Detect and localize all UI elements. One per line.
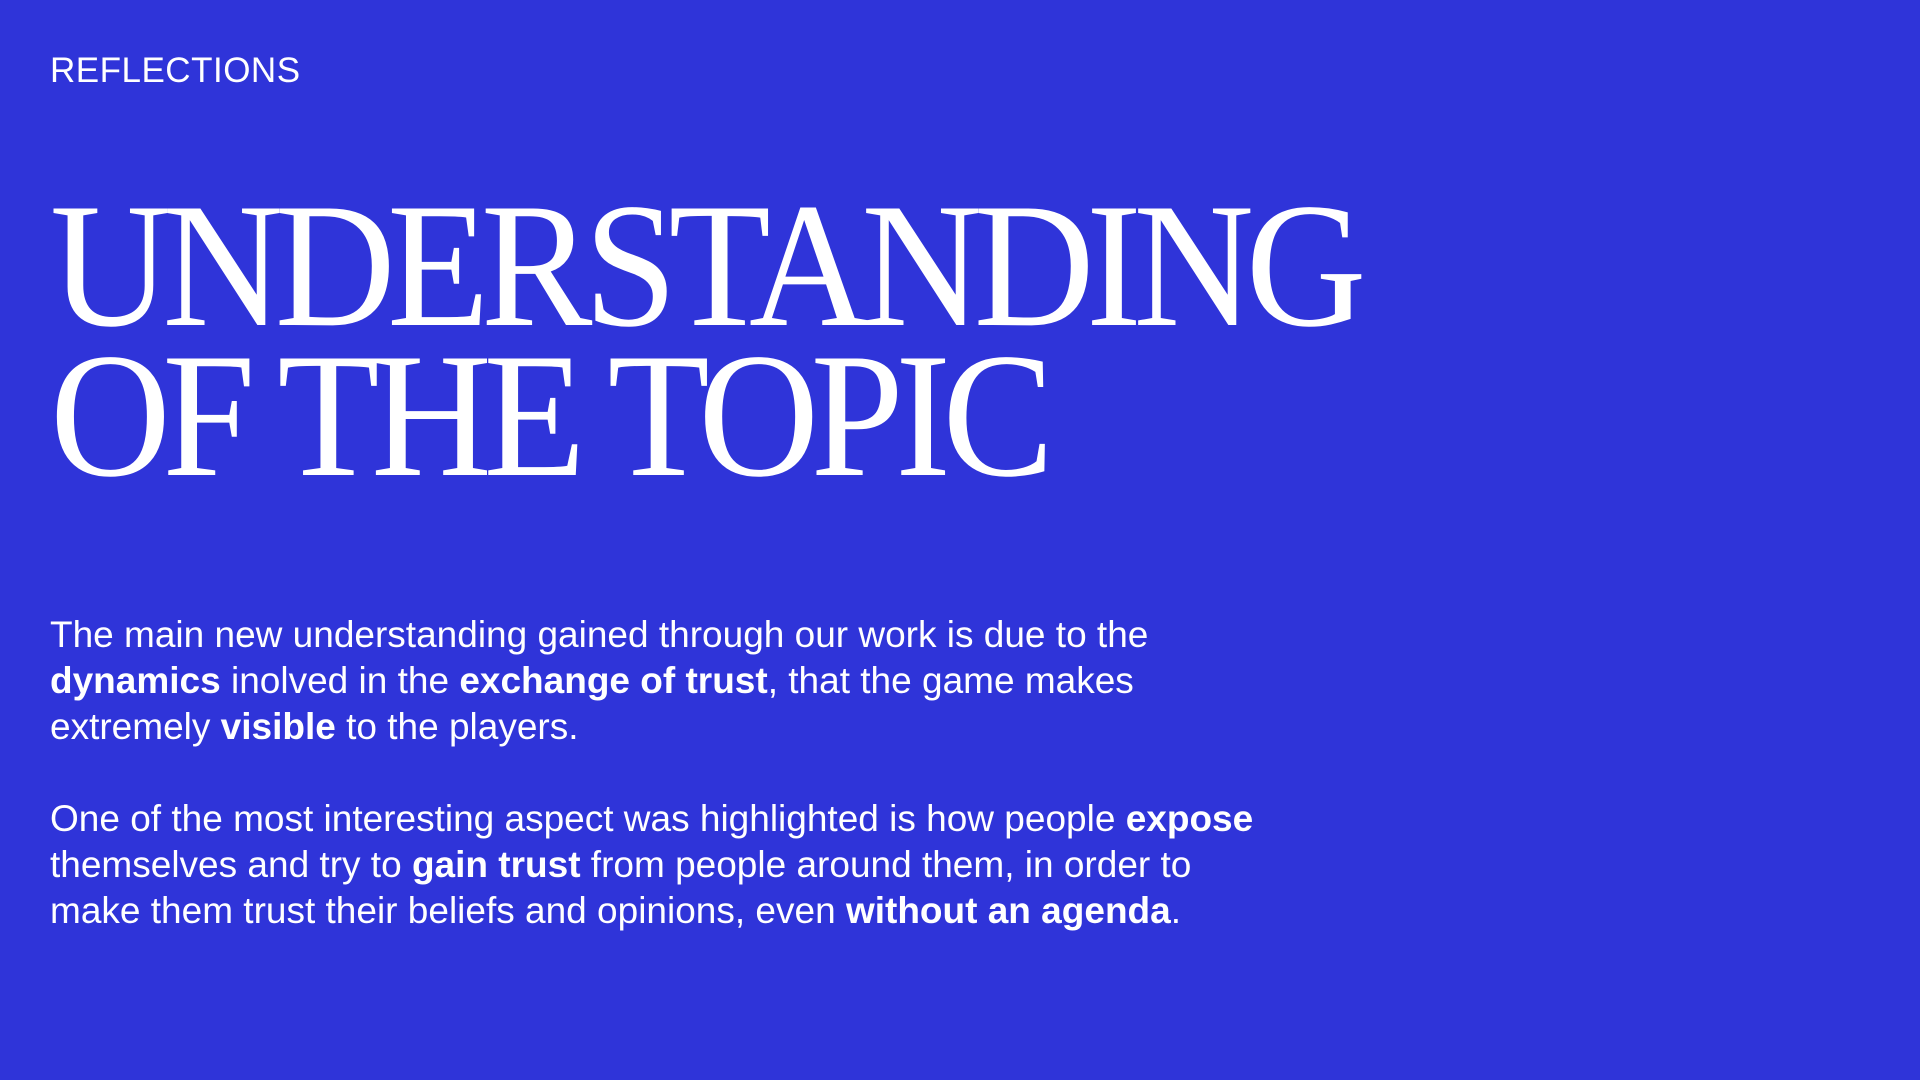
text-run: to the players. [335, 706, 579, 747]
text-run: themselves and try to [50, 844, 412, 885]
title-line-1: UNDERSTANDING [50, 166, 1359, 364]
paragraph-2 [50, 796, 1450, 934]
paragraph-1 [50, 612, 1450, 750]
bold-text: exchange of trust [459, 660, 768, 701]
bold-text: dynamics [50, 660, 221, 701]
text-run: The main new understanding gained through our work is due to the [50, 614, 1149, 655]
text-run: One of the most interesting aspect was highlighted is how people [50, 798, 1126, 839]
text-run: extremely [50, 706, 221, 747]
slide-title [50, 166, 1460, 514]
text-run: from people around them, in order to [580, 844, 1192, 885]
title-line-2: OF THE TOPIC [50, 316, 1046, 514]
bold-text: without an agenda [845, 890, 1171, 931]
bold-text: expose [1125, 798, 1254, 839]
text-run: inolved in the [220, 660, 460, 701]
bold-text: visible [220, 706, 336, 747]
section-label: REFLECTIONS [50, 51, 301, 90]
text-run: . [1170, 890, 1181, 931]
text-run: , that the game makes [767, 660, 1134, 701]
bold-text: gain trust [411, 844, 581, 885]
text-run: make them trust their beliefs and opinions, even [50, 890, 846, 931]
body-text [50, 612, 1450, 980]
